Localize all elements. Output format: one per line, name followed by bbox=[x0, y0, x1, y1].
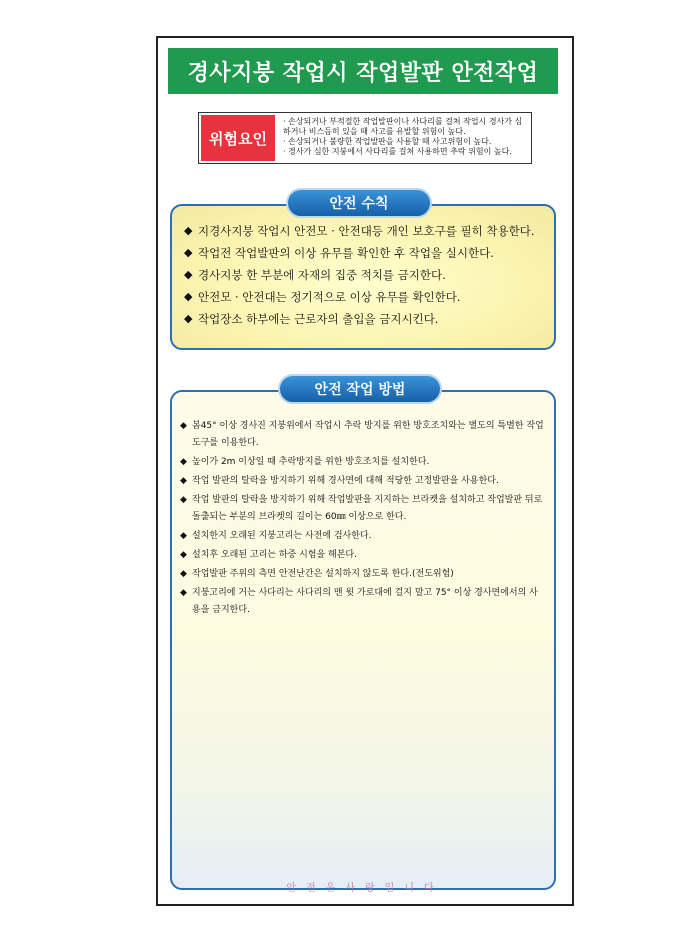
method-text: 작업 발판의 탈락을 방지하기 위해 경사면에 대해 적당한 고정발판을 사용한다. bbox=[192, 476, 499, 486]
method-text: 작업발판 주위의 측면 안전난간은 설치하지 않도록 한다.(전도위험) bbox=[192, 569, 454, 579]
diamond-bullet-icon: ◆ bbox=[184, 268, 193, 281]
rule-text: 작업장소 하부에는 근로자의 출입을 금지시킨다. bbox=[198, 312, 439, 326]
safety-rules-panel bbox=[170, 204, 556, 350]
method-item bbox=[180, 547, 546, 564]
diamond-bullet-icon: ◆ bbox=[184, 246, 193, 259]
rule-item bbox=[184, 312, 544, 326]
method-text: 높이가 2m 이상일 때 추락방지를 위한 방호조치를 설치한다. bbox=[192, 457, 430, 467]
safety-poster bbox=[156, 36, 574, 906]
rule-item bbox=[184, 268, 544, 282]
method-item bbox=[180, 492, 546, 526]
diamond-bullet-icon: ◆ bbox=[184, 312, 193, 325]
method-text: 작업 발판의 탈락을 방지하기 위해 작업발판을 지지하는 브라켓을 설치하고 작업발판 뒤로 돌출되는 부분의 브라켓의 길이는 60㎜ 이상으로 한다. bbox=[192, 495, 543, 522]
method-item bbox=[180, 418, 546, 452]
method-item bbox=[180, 528, 546, 545]
rule-item bbox=[184, 246, 544, 260]
diamond-bullet-icon: ◆ bbox=[180, 531, 187, 541]
safe-methods-panel bbox=[170, 390, 556, 890]
rule-item bbox=[184, 224, 544, 238]
hazard-item: · 손상되거나 부적절한 작업발판이나 사다리를 걸쳐 작업시 경사가 심하거나 비스듬히 있을 때 사고를 유발할 위험이 높다. bbox=[283, 117, 525, 137]
diamond-bullet-icon: ◆ bbox=[180, 569, 187, 579]
hazard-item: · 경사가 심한 지붕에서 사다리를 걸쳐 사용하면 추락 위험이 높다. bbox=[283, 147, 525, 157]
method-text: 봄45° 이상 경사진 지붕위에서 작업시 추락 방지를 위한 방호조치와는 별도의 특별한 작업도구를 이용한다. bbox=[192, 421, 544, 448]
hazard-list bbox=[277, 113, 531, 163]
method-text: 설치한지 오래된 지붕고리는 사전에 검사한다. bbox=[192, 531, 372, 541]
diamond-bullet-icon: ◆ bbox=[180, 588, 187, 598]
rule-item bbox=[184, 290, 544, 304]
method-item bbox=[180, 454, 546, 471]
method-text: 설치후 오래된 고리는 하중 시험을 해본다. bbox=[192, 550, 357, 560]
diamond-bullet-icon: ◆ bbox=[184, 224, 193, 237]
method-item bbox=[180, 585, 546, 619]
rule-text: 지경사지붕 작업시 안전모 · 안전대등 개인 보호구를 필히 착용한다. bbox=[198, 224, 535, 238]
method-text: 지붕고리에 거는 사다리는 사다리의 맨 윗 가로대에 걸지 말고 75° 이상 경사면에서의 사용을 금지한다. bbox=[192, 588, 538, 615]
rule-text: 작업전 작업발판의 이상 유무를 확인한 후 작업을 실시한다. bbox=[198, 246, 494, 260]
diamond-bullet-icon: ◆ bbox=[180, 421, 187, 431]
footer-slogan: 안전은사랑입니다 bbox=[286, 883, 444, 894]
safe-methods-heading: 안전 작업 방법 bbox=[278, 374, 442, 404]
hazard-item: · 손상되거나 불량한 작업발판을 사용할 때 사고위험이 높다. bbox=[283, 137, 525, 147]
method-item bbox=[180, 566, 546, 583]
poster-title: 경사지붕 작업시 작업발판 안전작업 bbox=[168, 48, 558, 94]
hazard-label: 위험요인 bbox=[199, 113, 277, 163]
diamond-bullet-icon: ◆ bbox=[180, 457, 187, 467]
diamond-bullet-icon: ◆ bbox=[180, 476, 187, 486]
diamond-bullet-icon: ◆ bbox=[180, 550, 187, 560]
safe-methods-list bbox=[172, 392, 554, 619]
rule-text: 안전모 · 안전대는 정기적으로 이상 유무를 확인한다. bbox=[198, 290, 461, 304]
rule-text: 경사지붕 한 부분에 자재의 집중 적치를 금지한다. bbox=[198, 268, 446, 282]
hazard-box bbox=[198, 112, 532, 164]
diamond-bullet-icon: ◆ bbox=[180, 495, 187, 505]
method-item bbox=[180, 473, 546, 490]
safety-rules-heading: 안전 수칙 bbox=[286, 188, 432, 218]
safety-rules-list bbox=[172, 206, 554, 326]
diamond-bullet-icon: ◆ bbox=[184, 290, 193, 303]
